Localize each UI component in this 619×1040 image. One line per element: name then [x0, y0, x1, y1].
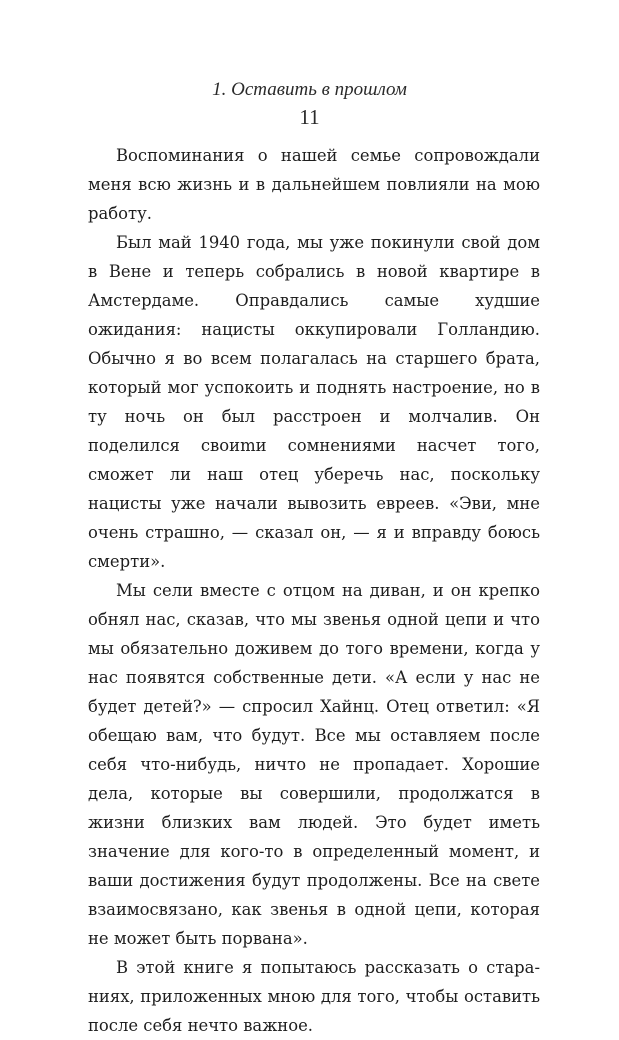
- body-text: [88, 141, 540, 1040]
- paragraph-book-purpose: В этой книге я попытаюсь рассказать о стараниях, приложенных мною для того, чтобы оставить после себя нечто важное.: [88, 958, 540, 1035]
- paragraph-memories: Воспоминания о нашей семье сопровождали меня всю жизнь и в дальнейшем повлияли на мою работу.: [88, 146, 540, 223]
- page-number: 11: [299, 105, 320, 129]
- running-head-chapter-title: 1. Оставить в прошлом: [212, 79, 407, 100]
- paragraph-father-promise: Мы сели вместе с отцом на диван, и он крепко обнял нас, сказав, что мы звенья одной цепи и что мы обязательно доживем до того времени, когда у нас появятся собственные дети. «А если у нас не будет детей?» — спросил Хайнц. Отец ответил: «Я обещаю вам, что будут. Все мы оставляем после себя что-нибудь, ничто не пропадает. Хорошие дела, которые вы совершили, продолжатся в жизни близких вам людей. Это будет иметь значение для кого-то в определенный момент, и ваши достижения будут продолжены. Все на свете взаимосвязано, как звенья в одной цепи, которая не может быть порвана».: [88, 581, 540, 948]
- paragraph-may-1940: Был май 1940 года, мы уже покинули свой дом в Вене и теперь собрались в новой квартире в Амстердаме. Оправдались самые худшие ожидания: нацисты оккупировали Голландию. Обычно я во всем полагалась на старшего брата, который мог успокоить и поднять настроение, но в ту ночь он был расстроен и молчалив. Он поделился своиmи сомнениями насчет того, сможет ли наш отец уберечь нас, поскольку нацисты уже начали вывозить евреев. «Эви, мне очень страшно, — сказал он, — я и вправду боюсь смерти».: [88, 233, 540, 571]
